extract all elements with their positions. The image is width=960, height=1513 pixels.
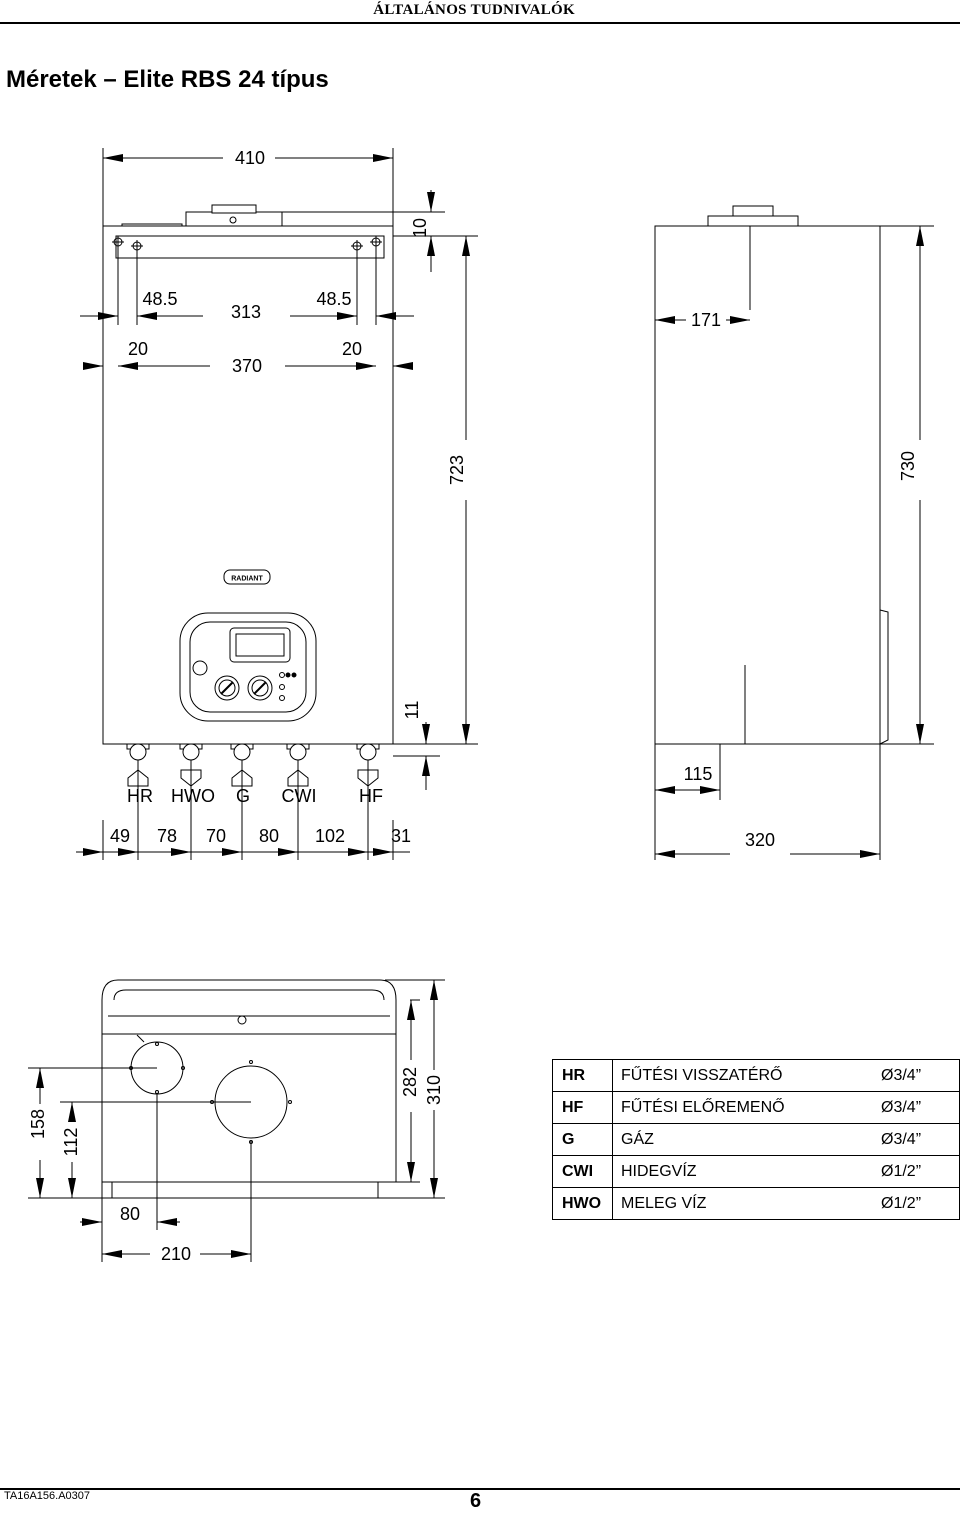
legend-size: Ø3/4” [873,1060,960,1092]
spacing-1: 78 [156,826,178,846]
dim-height-outer: 158 [28,1108,48,1140]
dim-flue-offset: 171 [690,310,722,330]
legend-desc: FŰTÉSI VISSZATÉRŐ [613,1060,874,1092]
spacing-3: 80 [258,826,280,846]
connection-legend-table [552,1059,960,1220]
legend-desc: GÁZ [613,1124,874,1156]
document-code: TA16A156.A0307 [4,1490,91,1502]
connection-label-hr: HR [127,786,153,806]
legend-desc: HIDEGVÍZ [613,1156,874,1188]
legend-size: Ø3/4” [873,1092,960,1124]
legend-row [553,1092,960,1124]
dim-top-offset: 10 [410,217,430,239]
spacing-2: 70 [205,826,227,846]
dim-depth-outer: 310 [424,1074,444,1106]
connection-spacing [110,826,411,846]
spacing-5: 31 [390,826,412,846]
dim-depth: 320 [744,830,776,850]
section-title: ÁLTALÁNOS TUDNIVALÓK [373,2,575,18]
connection-label-cwi: CWI [281,786,317,806]
legend-size: Ø1/2” [873,1156,960,1188]
legend-size: Ø1/2” [873,1188,960,1220]
dim-total-height: 730 [898,450,918,482]
dim-bottom-offset: 11 [402,700,422,720]
connection-label-hwo: HWO [171,786,215,806]
dim-bracket-span: 313 [230,302,262,322]
legend-desc: FŰTÉSI ELŐREMENŐ [613,1092,874,1124]
dim-bracket-left: 48.5 [142,289,178,309]
legend-row [553,1188,960,1220]
dim-mount-right: 20 [341,339,363,359]
dim-total-width: 410 [234,148,266,168]
dim-bracket-right: 48.5 [316,289,352,309]
brand-logo: RADIANT [231,575,263,583]
legend-row [553,1060,960,1092]
dim-mount-span: 370 [231,356,263,376]
legend-code: CWI [553,1156,613,1188]
dim-offset: 80 [119,1204,141,1224]
legend-size: Ø3/4” [873,1124,960,1156]
side-view [655,206,888,744]
legend-code: HWO [553,1188,613,1220]
dim-depth-inner: 282 [400,1066,420,1098]
legend-code: HF [553,1092,613,1124]
bottom-view [102,980,396,1198]
dim-mount-left: 20 [127,339,149,359]
spacing-4: 102 [314,826,346,846]
connection-label-g: G [235,786,251,806]
connection-labels [127,786,383,806]
legend-desc: MELEG VÍZ [613,1188,874,1220]
legend-code: G [553,1124,613,1156]
legend-code: HR [553,1060,613,1092]
legend-row [553,1124,960,1156]
dim-height: 723 [447,454,467,486]
dim-width: 210 [160,1244,192,1264]
dim-height-inner: 112 [61,1127,81,1157]
spacing-0: 49 [109,826,131,846]
legend-row [553,1156,960,1188]
page-number: 6 [470,1490,482,1512]
page-title: Méretek – Elite RBS 24 típus [6,66,329,93]
dim-depth-offset: 115 [683,764,713,784]
connection-label-hf: HF [359,786,383,806]
